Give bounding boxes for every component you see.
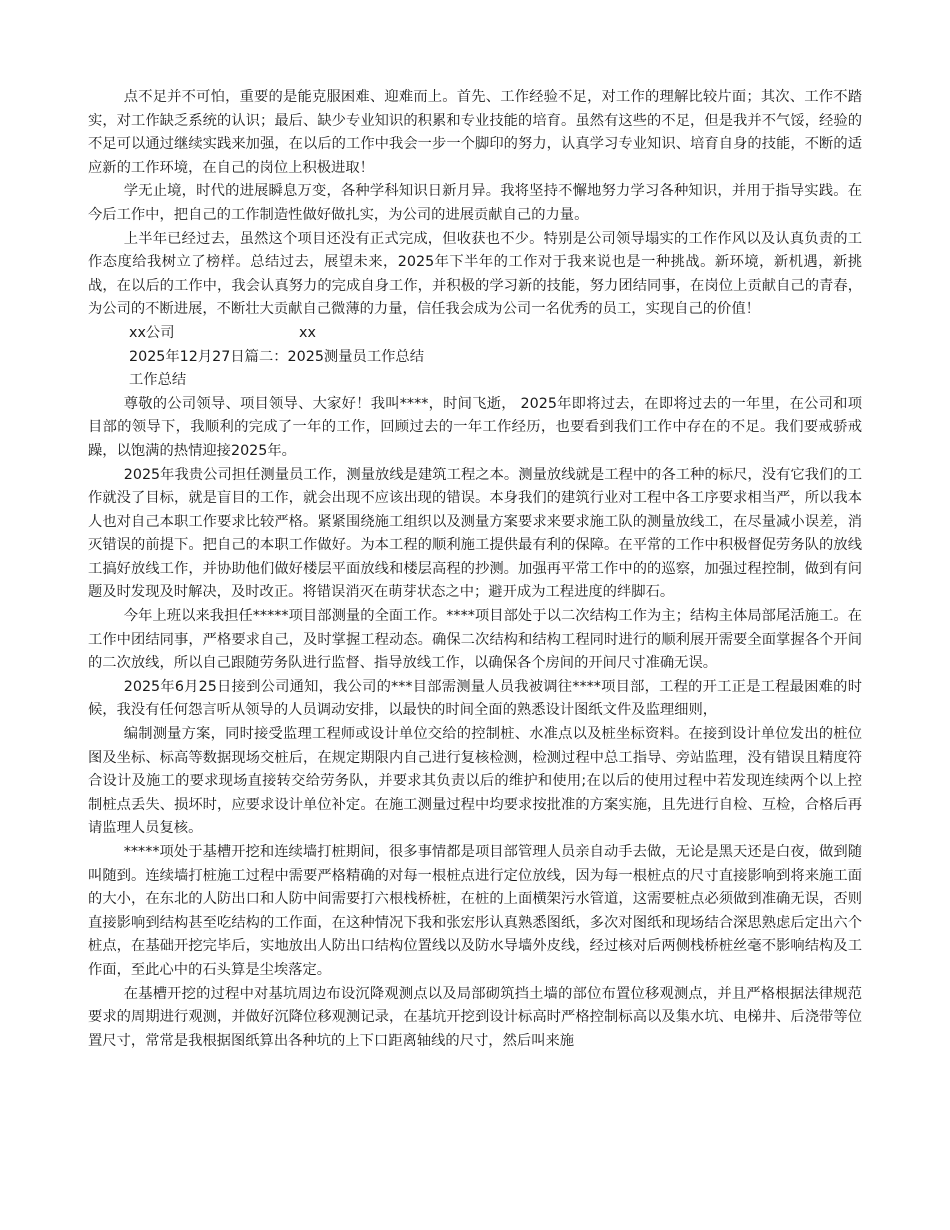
paragraph: 在基槽开挖的过程中对基坑周边布设沉降观测点以及局部砌筑挡土墙的部位布置位移观测点，并且严格根据法律规范要求的周期进行观测，并做好沉降位移观测记录，在基坑开挖到设计标高时严格控制标高以及集水坑、电梯井、后浇带等位置尺寸，常常是我根据图纸算出各种坑的上下口距离轴线的尺寸，然后叫来施 <box>88 985 862 1049</box>
paragraph: 点不足并不可怕，重要的是能克服困难、迎难而上。首先、工作经验不足，对工作的理解比较片面；其次、工作不踏实，对工作缺乏系统的认识；最后、缺少专业知识的积累和专业技能的培育。虽然有这些的不足，但是我并不气馁，经验的不足可以通过继续实践来加强，在以后的工作中我会一步一个脚印的努力，认真学习专业知识、培育自身的技能，不断的适应新的工作环境，在自己的岗位上积极进取！ <box>88 89 862 176</box>
paragraph: 编制测量方案，同时接受监理工程师或设计单位交给的控制桩、水准点以及桩坐标资料。在接到设计单位发出的桩位图及坐标、标高等数据现场交桩后，在规定期限内自己进行复核检测，检测过程中总工指导、旁站监理，没有错误且精度符合设计及施工的要求现场直接转交给劳务队，并要求其负责以后的维护和使用;在以后的使用过程中若发现连续两个以上控制桩点丢失、损坏时，应要求设计单位补定。在施工测量过程中均要求按批准的方案实施，且先进行自检、互检，合格后再请监理人员复核。 <box>88 726 862 837</box>
paragraph: 2025年我贵公司担任测量员工作，测量放线是建筑工程之本。测量放线就是工程中的各工种的标尺，没有它我们的工作就没了目标，就是盲目的工作，就会出现不应该出现的错误。本身我们的建筑行业对工程中各工序要求相当严，所以我本人也对自己本职工作要求比较严格。紧紧围绕施工组织以及测量方案要求来要求施工队的测量放线工，在尽量减小误差，消灭错误的前提下。把自己的本职工作做好。为本工程的顺利施工提供最有利的保障。在平常的工作中积极督促劳务队的放线工搞好放线工作，并协助他们做好楼层平面放线和楼层高程的抄测。加强再平常工作中的的巡察，加强过程控制，做到有问题及时发现及时解决，及时改正。将错误消灭在萌芽状态之中；避开成为工程进度的绊脚石。 <box>88 466 862 601</box>
section-subtitle: 工作总结 <box>129 372 187 389</box>
signature-name: xx <box>299 324 316 341</box>
paragraph: *****项处于基槽开挖和连续墙打桩期间，很多事情都是项目部管理人员亲自动手去做，无论是黑天还是白夜，做到随叫随到。连续墙打桩施工过程中需要严格精确的对每一根桩点进行定位放线，因为每一根桩点的尺寸直接影响到将来施工面的大小，在东北的人防出口和人防中间需要打六根栈桥桩，在桩的上面横架污水管道，这需要桩点必须做到准确无误，否则直接影响到结构甚至吃结构的工作面，在这种情况下我和张宏彤认真熟悉图纸，多次对图纸和现场结合深思熟虑后定出六个桩点，在基础开挖完毕后，实地放出人防出口结构位置线以及防水导墙外皮线，经过核对后两侧栈桥桩丝毫不影响结构及工作面，至此心中的石头算是尘埃落定。 <box>88 844 862 978</box>
paragraph: 2025年6月25日接到公司通知，我公司的***目部需测量人员我被调往****项目部，工程的开工正是工程最困难的时候，我没有任何怨言听从领导的人员调动安排，以最快的时间全面的熟悉设计图纸文件及监理细则， <box>88 678 862 719</box>
signature-company: xx公司 <box>129 324 175 341</box>
paragraph: 学无止境，时代的进展瞬息万变，各种学科知识日新月异。我将坚持不懈地努力学习各种知识，并用于指导实践。在今后工作中，把自己的工作制造性做好做扎实，为公司的进展贡献自己的力量。 <box>88 183 862 223</box>
paragraph: 尊敬的公司领导、项目领导、大家好！我叫****，时间飞逝， 2025年即将过去，在即将过去的一年里，在公司和项目部的领导下，我顺利的完成了一年的工作，回顾过去的一年工作经历，也要看到我们工作中存在的不足。我们要戒骄戒躁，以饱满的热情迎接2025年。 <box>88 395 862 459</box>
paragraph: 今年上班以来我担任*****项目部测量的全面工作。****项目部处于以二次结构工作为主；结构主体局部尾活施工。在工作中团结同事，严格要求自己，及时掌握工程动态。确保二次结构和结构工程同时进行的顺利展开需要全面掌握各个开间的二次放线，所以自己跟随劳务队进行监督、指导放线工作，以确保各个房间的开间尺寸准确无误。 <box>88 608 862 672</box>
signature-line <box>88 322 862 346</box>
paragraph: 上半年已经过去，虽然这个项目还没有正式完成，但收获也不少。特别是公司领导塌实的工作作风以及认真负责的工作态度给我树立了榜样。总结过去，展望未来，2025年下半年的工作对于我来说也是一种挑战。新环境，新机遇，新挑战，在以后的工作中，我会认真努力的完成自身工作，并积极的学习新的技能，努力团结同事，在岗位上贡献自己的青春，为公司的不断进展，不断壮大贡献自己微薄的力量，信任我会成为公司一名优秀的员工，实现自己的价值！ <box>88 230 862 318</box>
document-page <box>88 86 862 1053</box>
date-and-title: 2025年12月27日篇二：2025测量员工作总结 <box>129 348 425 365</box>
